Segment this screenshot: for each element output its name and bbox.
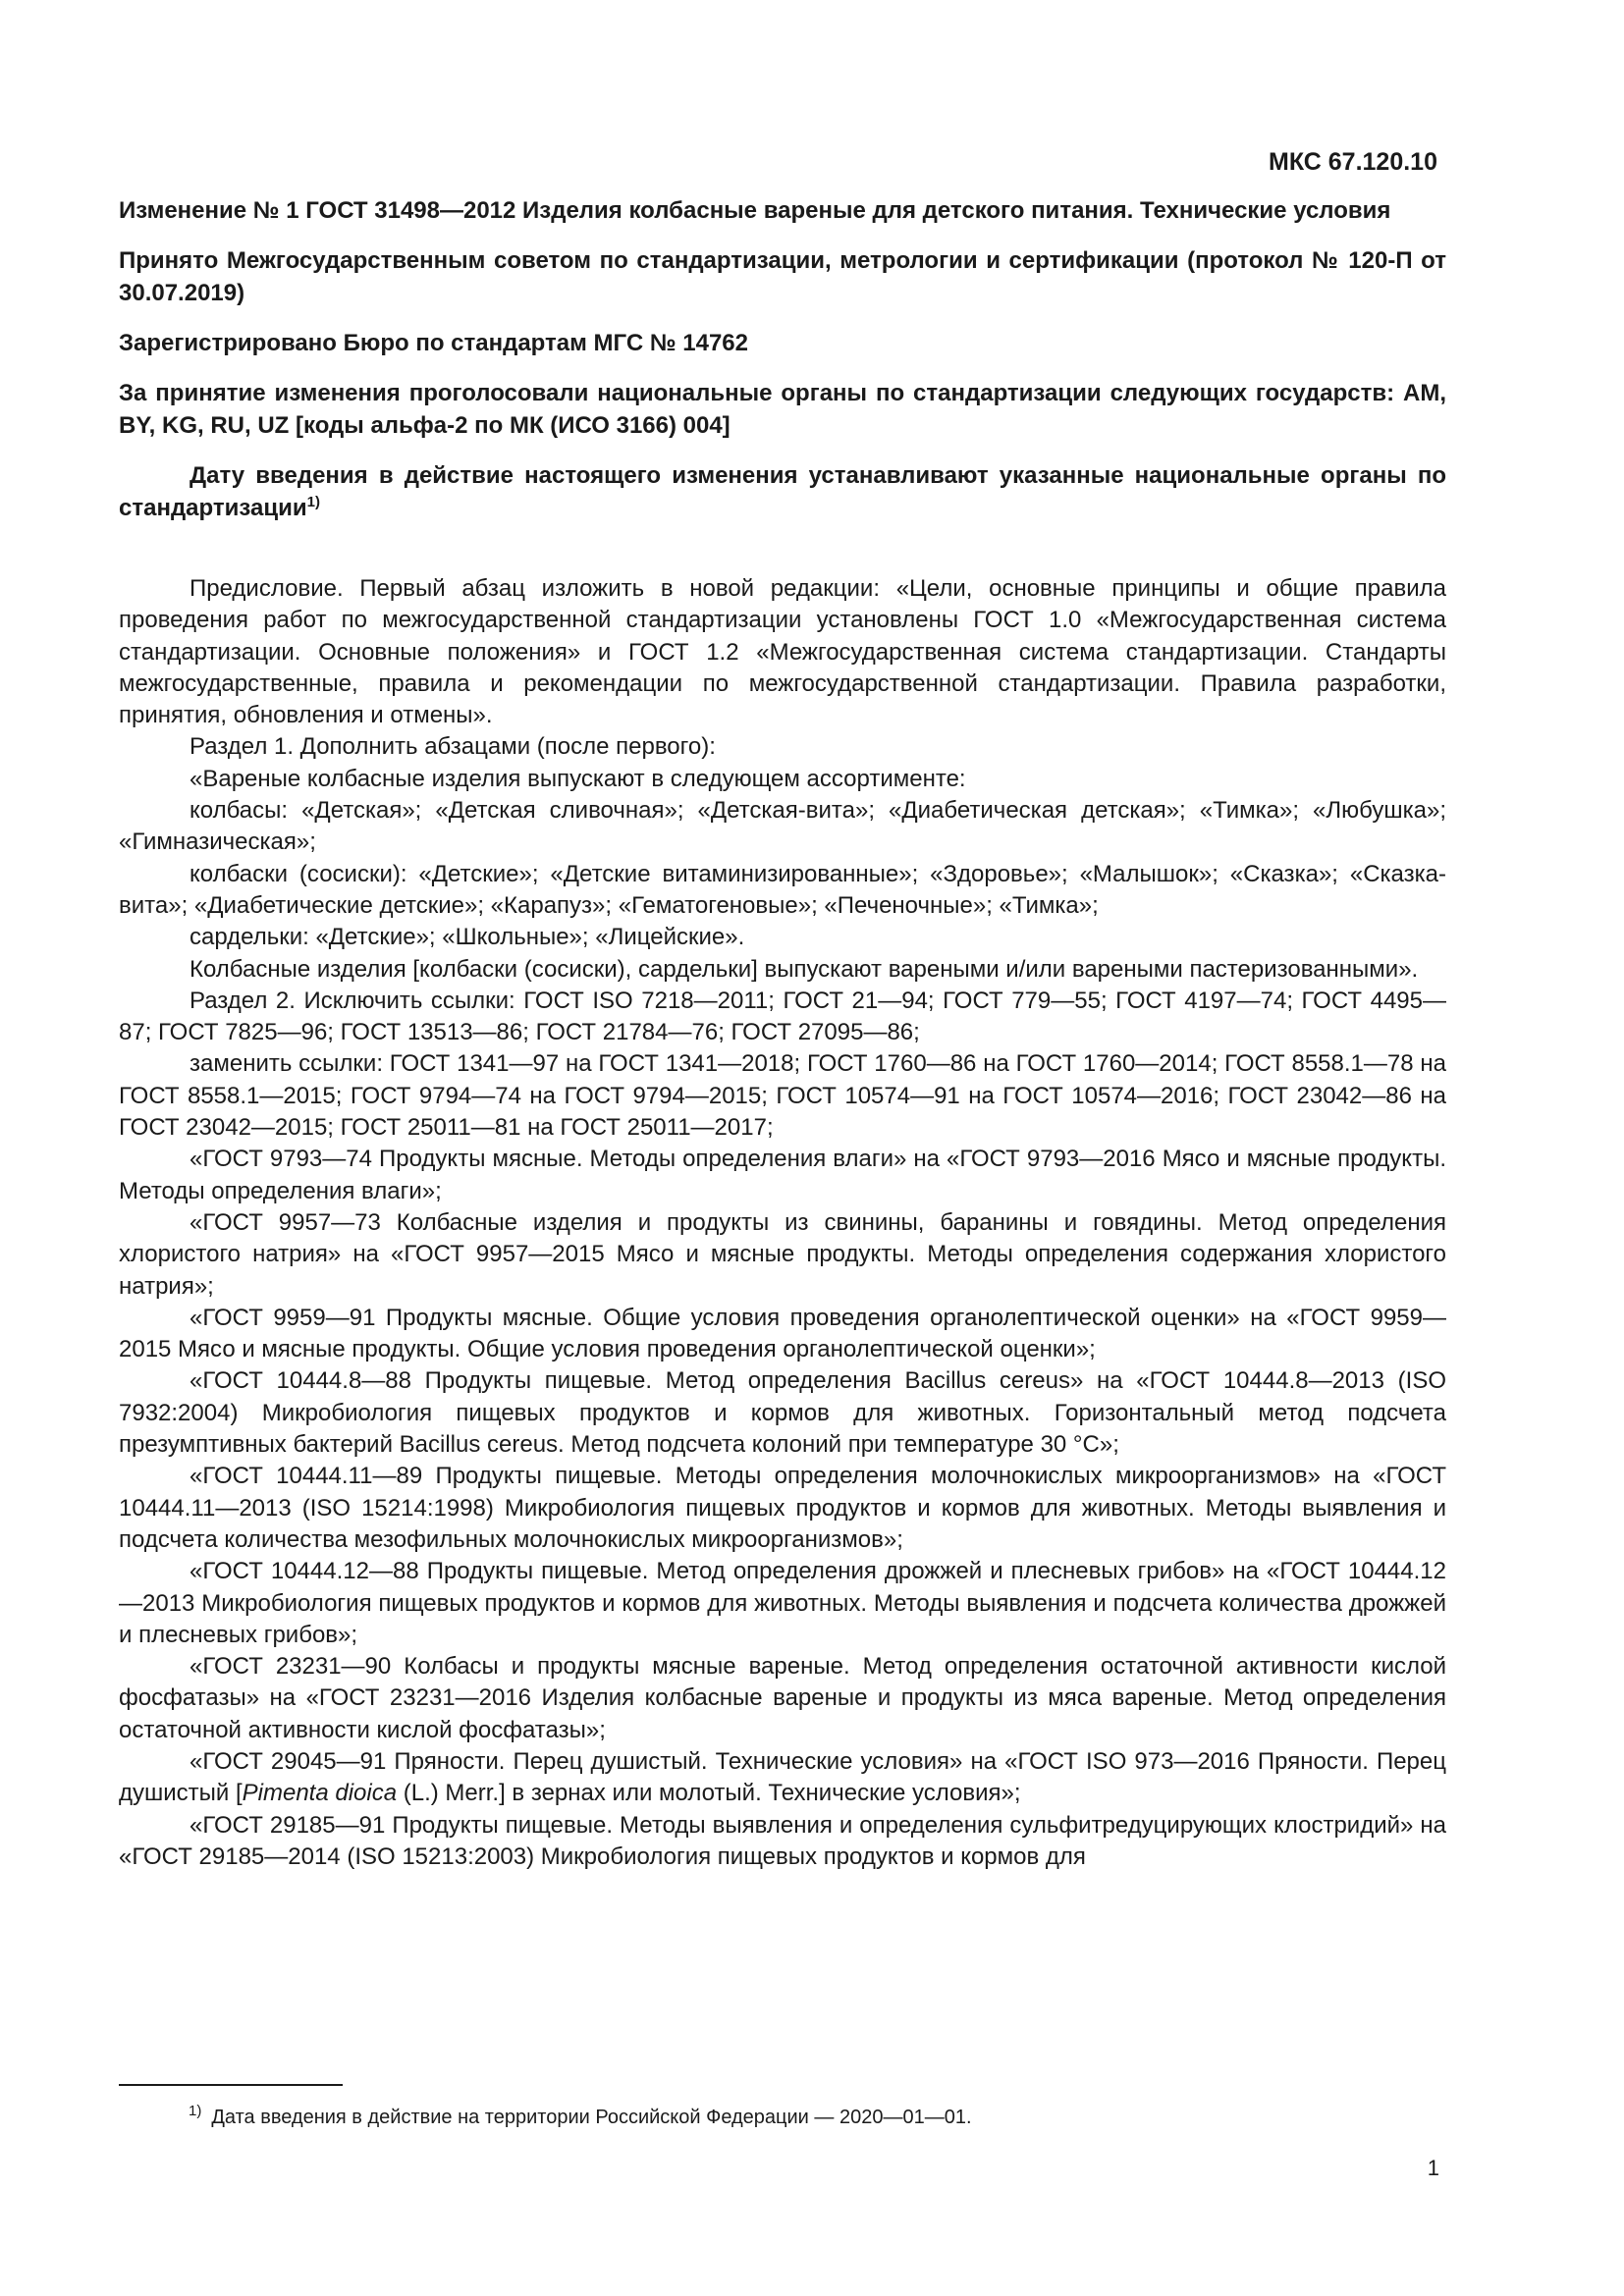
paragraph-section1-intro: Раздел 1. Дополнить абзацами (после первого): (189, 733, 716, 761)
registration-statement: Зарегистрировано Бюро по стандартам МГС № 14762 (119, 330, 748, 356)
paragraph-gost-10444-12: «ГОСТ 10444.12—88 Продукты пищевые. Метод определения дрожжей и плесневых грибов» на «ГОСТ 10444.12—2013 Микробиология пищевых продуктов и кормов для животных. Методы выявления и подсчета количества дрожжей и плесневых грибов»; (119, 1558, 1446, 1648)
paragraph-sausages: колбасы: «Детская»; «Детская сливочная»; «Детская-вита»; «Диабетическая детская»; «Тимка»; «Любушка»; «Гимназическая»; (119, 797, 1446, 856)
paragraph-gost-9959: «ГОСТ 9959—91 Продукты мясные. Общие условия проведения органолептической оценки» на «ГОСТ 9959—2015 Мясо и мясные продукты. Общие условия проведения органолептической оценки»; (119, 1304, 1446, 1363)
paragraph-gost-23231: «ГОСТ 23231—90 Колбасы и продукты мясные вареные. Метод определения остаточной активности кислой фосфатазы» на «ГОСТ 23231—2016 Изделия колбасные вареные и продукты из мяса вареные. Метод определения остаточной активности кислой фосфатазы»; (119, 1653, 1446, 1743)
footnote-separator (119, 2084, 343, 2086)
footnote-text: Дата введения в действие на территории Российской Федерации — 2020—01—01. (211, 2107, 972, 2128)
paragraph-section2-exclude: Раздел 2. Исключить ссылки: ГОСТ ISO 7218—2011; ГОСТ 21—94; ГОСТ 779—55; ГОСТ 4197—74; ГОСТ 4495—87; ГОСТ 7825—96; ГОСТ 13513—86; ГОСТ 21784—76; ГОСТ 27095—86; (119, 987, 1446, 1046)
amendment-title: Изменение № 1 ГОСТ 31498—2012 Изделия колбасные вареные для детского питания. Технические условия (119, 197, 1391, 224)
paragraph-gost-9957: «ГОСТ 9957—73 Колбасные изделия и продукты из свинины, баранины и говядины. Метод определения хлористого натрия» на «ГОСТ 9957—2015 Мясо и мясные продукты. Методы определения содержания хлористого натрия»; (119, 1208, 1446, 1300)
footnote (189, 2104, 972, 2131)
paragraph-gost-10444-11: «ГОСТ 10444.11—89 Продукты пищевые. Методы определения молочнокислых микроорганизмов» на «ГОСТ 10444.11—2013 (ISO 15214:1998) Микробиология пищевых продуктов и кормов для животных. Методы выявления и подсчета количества мезофильных молочнокислых микроорганизмов»; (119, 1463, 1446, 1553)
paragraph-pasteurized: Колбасные изделия [колбаски (сосиски), сардельки] выпускают вареными и/или вареными пастеризованными». (189, 955, 1419, 983)
adopted-by-statement: Принято Межгосударственным советом по стандартизации, метрологии и сертификации (протокол № 120-П от 30.07.2019) (119, 247, 1446, 306)
voting-statement: За принятие изменения проголосовали национальные органы по стандартизации следующих государств: AM, BY, KG, RU, UZ [коды альфа-2 по МК (ИСО 3166) 004] (119, 380, 1446, 439)
paragraph-gost-10444-8: «ГОСТ 10444.8—88 Продукты пищевые. Метод определения Bacillus cereus» на «ГОСТ 10444.8—2013 (ISO 7932:2004) Микробиология пищевых продуктов и кормов для животных. Горизонтальный метод подсчета презумптивных бактерий Bacillus cereus. Метод подсчета колоний при температуре 30 °С»; (119, 1367, 1446, 1459)
document-content (119, 194, 1446, 1873)
effective-date-statement (119, 459, 1446, 524)
species-name-italic: Pimenta dioica (242, 1780, 398, 1807)
paragraph-section2-replace: заменить ссылки: ГОСТ 1341—97 на ГОСТ 1341—2018; ГОСТ 1760—86 на ГОСТ 1760—2014; ГОСТ 8558.1—78 на ГОСТ 8558.1—2015; ГОСТ 9794—74 на ГОСТ 9794—2015; ГОСТ 10574—91 на ГОСТ 10574—2016; ГОСТ 23042—86 на ГОСТ 23042—2015; ГОСТ 25011—81 на ГОСТ 25011—2017; (119, 1050, 1446, 1142)
paragraph-wieners: сардельки: «Детские»; «Школьные»; «Лицейские». (189, 924, 745, 951)
gost-29045-text-start: «ГОСТ 29045—91 Пряности. Перец душистый. Технические условия» на «ГОСТ ISO 973—2016 Пряности. Перец душистый [ (119, 1747, 1446, 1807)
paragraph-gost-29185: «ГОСТ 29185—91 Продукты пищевые. Методы выявления и определения сульфитредуцирующих клостридий» на «ГОСТ 29185—2014 (ISO 15213:2003) Микробиология пищевых продуктов и кормов для (119, 1811, 1446, 1870)
classifier-code: МКС 67.120.10 (1269, 148, 1437, 176)
gost-29045-text-end: (L.) Merr.] в зернах или молотый. Технические условия»; (397, 1780, 1021, 1807)
paragraph-gost-29045 (119, 1746, 1446, 1810)
footnote-mark: 1) (189, 2103, 202, 2120)
paragraph-assortment-intro: «Вареные колбасные изделия выпускают в следующем ассортименте: (189, 765, 966, 792)
paragraph-frankfurters: колбаски (сосиски): «Детские»; «Детские витаминизированные»; «Здоровье»; «Малышок»; «Сказка»; «Сказка-вита»; «Диабетические детские»; «Карапуз»; «Гематогеновые»; «Печеночные»; «Тимка»; (119, 860, 1446, 919)
amendment-body (119, 573, 1446, 1873)
paragraph-gost-9793: «ГОСТ 9793—74 Продукты мясные. Методы определения влаги» на «ГОСТ 9793—2016 Мясо и мясные продукты. Методы определения влаги»; (119, 1146, 1446, 1204)
paragraph-preface: Предисловие. Первый абзац изложить в новой редакции: «Цели, основные принципы и общие правила проведения работ по межгосударственной стандартизации установлены ГОСТ 1.0 «Межгосударственная система стандартизации. Основные положения» и ГОСТ 1.2 «Межгосударственная система стандартизации. Стандарты межгосударственные, правила и рекомендации по межгосударственной стандартизации. Правила разработки, принятия, обновления и отмены». (119, 575, 1446, 729)
page-number: 1 (1427, 2156, 1439, 2180)
footnote-reference: 1) (306, 494, 320, 510)
effective-date-text: Дату введения в действие настоящего изменения устанавливают указанные национальные органы по стандартизации (119, 462, 1446, 521)
